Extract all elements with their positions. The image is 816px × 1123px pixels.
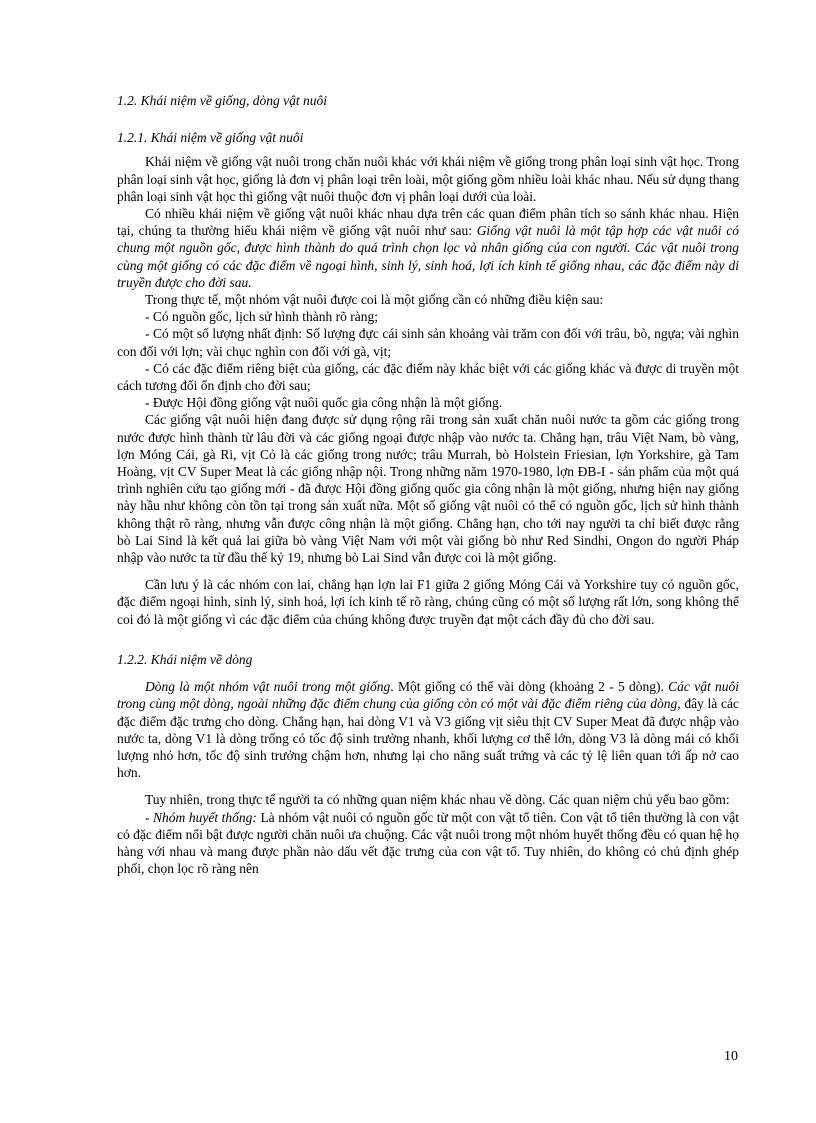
page-content	[117, 92, 739, 877]
list-item: - Có các đặc điểm riêng biệt của giống, các đặc điểm này khác biệt với các giống khác và được di truyền một cách tương đối ổn định cho đời sau;	[117, 360, 739, 394]
list-item: - Có nguồn gốc, lịch sử hình thành rõ ràng;	[145, 309, 379, 325]
subsection-heading-breed: 1.2.1. Khái niệm về giống vật nuôi	[117, 130, 304, 146]
section-heading: 1.2. Khái niệm về giống, dòng vật nuôi	[117, 93, 327, 108]
paragraph: Các giống vật nuôi hiện đang được sử dụng rộng rãi trong sản xuất chăn nuôi nước ta gồm các giống trong nước được hình thành từ lâu đời và các giống ngoại được nhập vào nước ta. Chẳng hạn, trâu Việt Nam, bò vàng, lợn Móng Cái, gà Ri, vịt Cỏ là các giống trong nước; trâu Murrah, bò Holstein Friesian, lợn Yorkshire, gà Tam Hoàng, vịt CV Super Meat là các giống nhập nội. Trong những năm 1970-1980, lợn ĐB-I - sản phẩm của một quá trình nghiên cứu tạo giống mới - đã được Hội đồng giống quốc gia công nhận là một giống, nhưng hiện nay giống này hầu như không còn tồn tại trong sản xuất nữa. Một số giống vật nuôi có thể có nguồn gốc, lịch sử hình thành không thật rõ ràng, nhưng vẫn được công nhận là một giống. Chẳng hạn, cho tới nay người ta chỉ biết được rằng bò Lai Sind là kết quả lai giữa bò vàng Việt Nam với một vài giống bò như Red Sindhi, Ongon do người Pháp nhập vào nước ta từ đầu thế kỷ 19, nhưng bò Lai Sind vẫn được coi là một giống.	[117, 412, 739, 566]
paragraph-bloodline	[117, 809, 739, 878]
paragraph: Tuy nhiên, trong thực tế người ta có những quan niệm khác nhau về dòng. Các quan niệm chủ yếu bao gồm:	[145, 792, 730, 808]
paragraph: Khái niệm về giống vật nuôi trong chăn nuôi khác với khái niệm về giống trong phân loại sinh vật học. Trong phân loại sinh vật học, giống là đơn vị phân loại trên loài, một giống gồm nhiều loài khác nhau. Nếu sử dụng thang phân loại sinh vật học thì giống vật nuôi thuộc đơn vị phân loại dưới của loài.	[117, 154, 739, 204]
paragraph-text: Có nhiều khái niệm về giống vật nuôi khác nhau dựa trên các quan điểm phân tích so sánh khác nhau. Hiện tại, chúng ta thường hiểu khái niệm về giống vật nuôi như sau:	[117, 206, 739, 239]
list-item: - Có một số lượng nhất định: Số lượng đực cái sinh sản khoảng vài trăm con đối với trâu, bò, ngựa; vài nghìn con đối với lợn; vài chục nghìn con đối với gà, vịt;	[117, 326, 739, 359]
paragraph-text: Là nhóm vật nuôi có nguồn gốc từ một con vật tổ tiên. Con vật tổ tiên thường là con vật có đặc điểm nổi bật được người chăn nuôi ưa chuộng. Các vật nuôi trong một nhóm huyết thống đều có quan hệ họ hàng với nhau và mang được phần nào dấu vết đặc trưng của con vật tổ. Tuy nhiên, do không có chủ định ghép phối, chọn lọc rõ ràng nên	[117, 809, 739, 877]
paragraph-breed-definition	[117, 205, 739, 291]
line-definition-detail: Các vật nuôi trong cùng một dòng, ngoài những đặc điểm chung của giống còn có một vài đặc điểm riêng của dòng	[117, 679, 739, 712]
paragraph-text: , đây là các đặc điểm đặc trưng cho dòng. Chẳng hạn, hai dòng V1 và V3 giống vịt siêu thịt CV Super Meat đã được nhập vào nước ta, dòng V1 là dòng trống có tốc độ sinh trưởng nhanh, khối lượng cơ thể lớn, dòng V3 là dòng mái có khối lượng nhỏ hơn, tốc độ sinh trưởng chậm hơn, nhưng lại cho năng suất trứng và các tỷ lệ liên quan tới ấp nở cao hơn.	[117, 696, 740, 781]
paragraph: Cần lưu ý là các nhóm con lai, chẳng hạn lợn lai F1 giữa 2 giống Móng Cái và Yorkshire tuy có nguồn gốc, đặc điểm ngoại hình, sinh lý, sinh hoá, lợi ích kinh tế rõ ràng, chúng cũng có một số lượng rất lớn, song không thể coi đó là một giống vì các đặc điểm của chúng không được truyền đạt một cách đầy đủ cho đời sau.	[117, 577, 739, 627]
subsection-heading-line: 1.2.2. Khái niệm về dòng	[117, 651, 253, 667]
breed-definition: Giống vật nuôi là một tập hợp các vật nuôi có chung một nguồn gốc, được hình thành do quá trình chọn lọc và nhân giống của con người. Các vật nuôi trong cùng một giống có các đặc điểm về ngoại hình, sinh lý, sinh hoá, lợi ích kinh tế giống nhau, các đặc điểm này di truyền được cho đời sau.	[117, 223, 739, 290]
paragraph-text: . Một giống có thể vài dòng (khoảng 2 - 5 dòng).	[390, 679, 669, 695]
line-definition: Dòng là một nhóm vật nuôi trong một giống	[145, 679, 391, 695]
page-number: 10	[724, 1049, 738, 1064]
paragraph-line-definition	[117, 678, 739, 781]
bloodline-label: - Nhóm huyết thống:	[145, 809, 257, 825]
paragraph: Trong thực tế, một nhóm vật nuôi được coi là một giống cần có những điều kiện sau:	[145, 292, 604, 308]
list-item: - Được Hội đồng giống vật nuôi quốc gia công nhận là một giống.	[145, 395, 503, 411]
